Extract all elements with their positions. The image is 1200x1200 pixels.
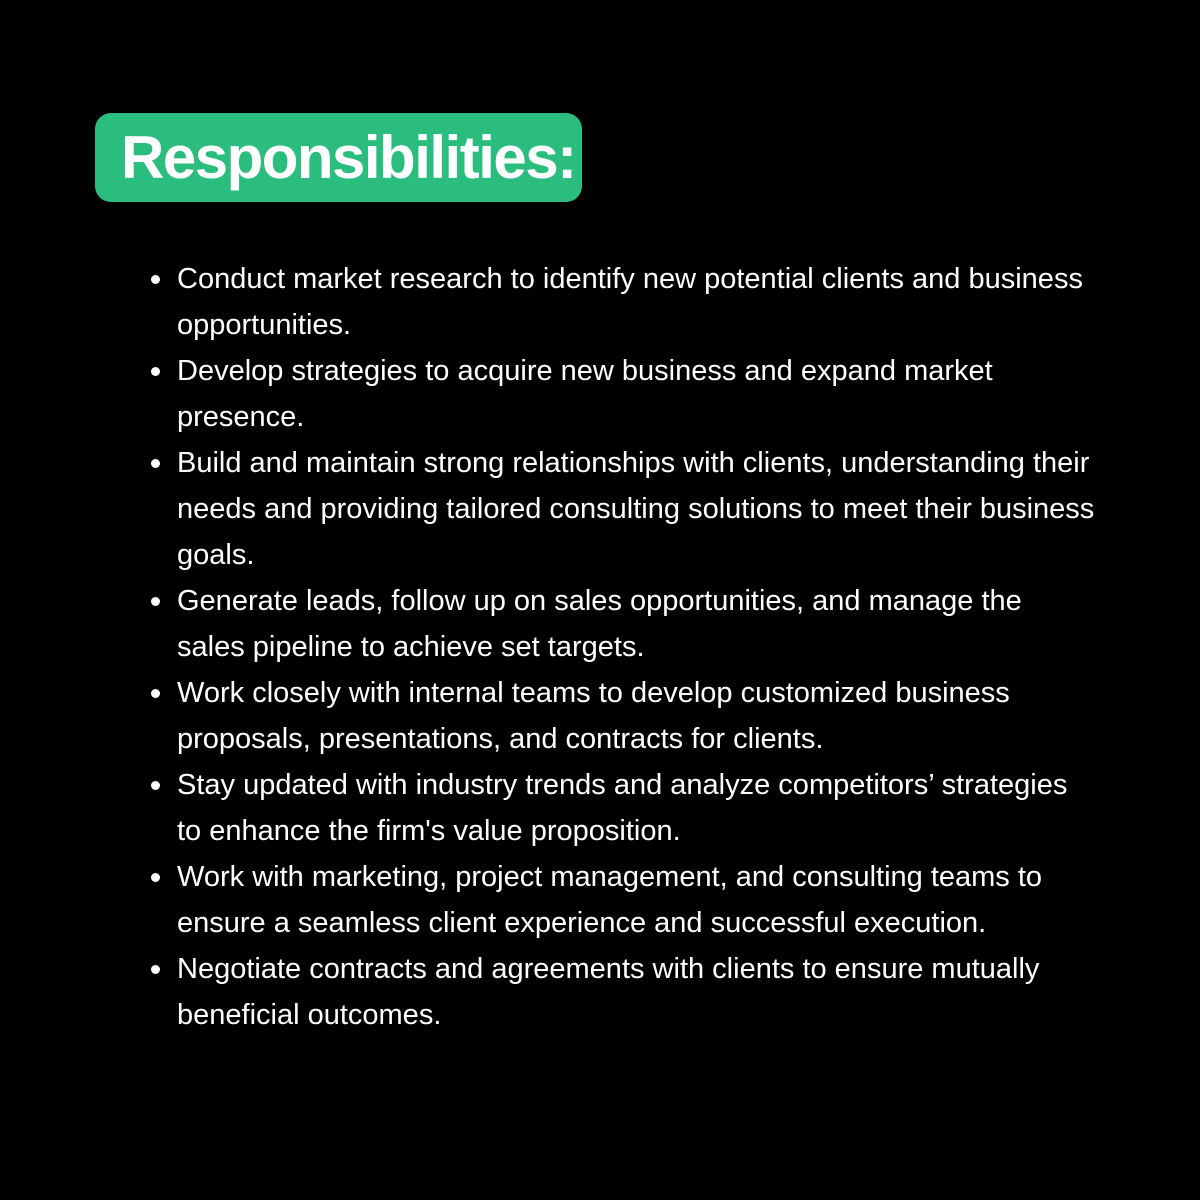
bullet-icon xyxy=(151,873,160,882)
list-item xyxy=(147,670,1097,762)
list-item-text: Build and maintain strong relationships with clients, understanding their needs and providing tailored consulting solutions to meet their business goals. xyxy=(177,447,1095,571)
list-item-text: Negotiate contracts and agreements with clients to ensure mutually beneficial outcomes. xyxy=(177,953,1040,1031)
list-item-text: Work with marketing, project management, and consulting teams to ensure a seamless client experience and successful execution. xyxy=(177,861,1043,939)
list-item-text: Generate leads, follow up on sales opportunities, and manage the sales pipeline to achieve set targets. xyxy=(177,585,1022,663)
bullet-icon xyxy=(151,689,160,698)
bullet-icon xyxy=(151,781,160,790)
list-item xyxy=(147,946,1097,1038)
bullet-icon xyxy=(151,275,160,284)
list-item xyxy=(147,348,1097,440)
list-item-text: Conduct market research to identify new potential clients and business opportunities. xyxy=(177,263,1083,341)
list-item-text: Develop strategies to acquire new business and expand market presence. xyxy=(177,355,993,433)
list-item-text: Work closely with internal teams to develop customized business proposals, presentations, and contracts for clients. xyxy=(177,677,1010,755)
list-item xyxy=(147,578,1097,670)
bullet-icon xyxy=(151,459,160,468)
list-item xyxy=(147,854,1097,946)
bullet-icon xyxy=(151,965,160,974)
bullet-icon xyxy=(151,367,160,376)
list-item xyxy=(147,762,1097,854)
page-title: Responsibilities: xyxy=(121,123,576,191)
list-item xyxy=(147,440,1097,578)
title-badge xyxy=(95,113,582,202)
bullet-icon xyxy=(151,597,160,606)
list-item xyxy=(147,256,1097,348)
list-item-text: Stay updated with industry trends and analyze competitors’ strategies to enhance the firm's value proposition. xyxy=(177,769,1068,847)
responsibilities-list xyxy=(147,256,1097,1038)
